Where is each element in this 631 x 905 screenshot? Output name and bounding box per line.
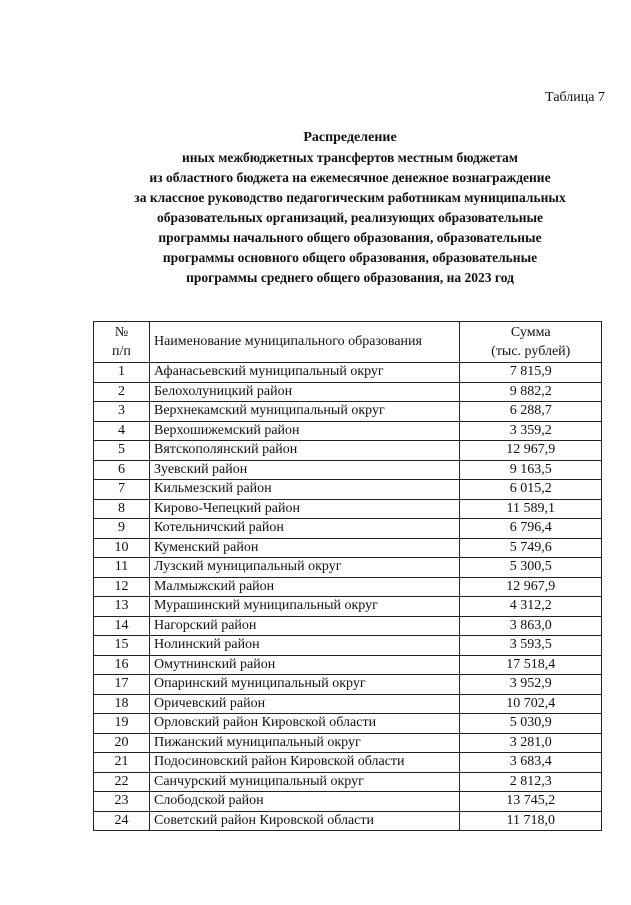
municipality-name: Кирово-Чепецкий район: [149, 499, 460, 519]
amount: 5 749,6: [460, 538, 602, 558]
table-row: [94, 675, 602, 695]
municipality-name: Лузский муниципальный округ: [149, 558, 460, 578]
table-row: [94, 772, 602, 792]
amount: 3 281,0: [460, 733, 602, 753]
amount: 12 967,9: [460, 441, 602, 461]
amount: 11 718,0: [460, 811, 602, 831]
row-number: 13: [94, 597, 150, 617]
municipality-name: Вятскополянский район: [149, 441, 460, 461]
header-sum-unit: (тыс. рублей): [491, 344, 571, 359]
table-row: [94, 811, 602, 831]
row-number: 10: [94, 538, 150, 558]
row-number: 5: [94, 441, 150, 461]
table-header-row: [94, 322, 602, 363]
document-heading: [40, 128, 631, 288]
row-number: 19: [94, 714, 150, 734]
header-number-abbrev: п/п: [112, 344, 131, 359]
amount: 9 163,5: [460, 460, 602, 480]
amount: 10 702,4: [460, 694, 602, 714]
row-number: 24: [94, 811, 150, 831]
municipality-name: Кильмезский район: [149, 480, 460, 500]
table-row: [94, 792, 602, 812]
amount: 13 745,2: [460, 792, 602, 812]
row-number: 17: [94, 675, 150, 695]
municipality-name: Мурашинский муниципальный округ: [149, 597, 460, 617]
header-sum-title: Сумма: [510, 325, 551, 340]
municipality-name: Нагорский район: [149, 616, 460, 636]
row-number: 8: [94, 499, 150, 519]
header-number: [94, 322, 150, 363]
table-row: [94, 733, 602, 753]
municipality-name: Куменский район: [149, 538, 460, 558]
table-row: [94, 441, 602, 461]
heading-line: образовательных организаций, реализующих образовательные: [156, 210, 544, 225]
table-row: [94, 577, 602, 597]
table-row: [94, 519, 602, 539]
amount: 12 967,9: [460, 577, 602, 597]
row-number: 22: [94, 772, 150, 792]
municipality-name: Санчурский муниципальный округ: [149, 772, 460, 792]
table-row: [94, 363, 602, 383]
municipality-name: Верхнекамский муниципальный округ: [149, 402, 460, 422]
table-row: [94, 714, 602, 734]
heading-line: программы среднего общего образования, на 2023 год: [186, 270, 514, 285]
table-row: [94, 558, 602, 578]
table-row: [94, 597, 602, 617]
header-number-sign: №: [114, 325, 129, 340]
row-number: 16: [94, 655, 150, 675]
table-row: [94, 382, 602, 402]
amount: 5 300,5: [460, 558, 602, 578]
amount: 3 952,9: [460, 675, 602, 695]
amount: 3 863,0: [460, 616, 602, 636]
municipality-name: Нолинский район: [149, 636, 460, 656]
row-number: 4: [94, 421, 150, 441]
table-body: [94, 363, 602, 831]
row-number: 2: [94, 382, 150, 402]
amount: 11 589,1: [460, 499, 602, 519]
table-row: [94, 616, 602, 636]
table-row: [94, 480, 602, 500]
table-number-label: Таблица 7: [545, 90, 605, 105]
municipality-name: Советский район Кировской области: [149, 811, 460, 831]
amount: 17 518,4: [460, 655, 602, 675]
table-row: [94, 421, 602, 441]
municipality-name: Афанасьевский муниципальный округ: [149, 363, 460, 383]
municipality-name: Белохолуницкий район: [149, 382, 460, 402]
row-number: 3: [94, 402, 150, 422]
table-row: [94, 753, 602, 773]
amount: 6 015,2: [460, 480, 602, 500]
row-number: 18: [94, 694, 150, 714]
heading-line: за классное руководство педагогическим работникам муниципальных: [134, 190, 566, 205]
heading-title: Распределение: [303, 130, 397, 145]
table-row: [94, 499, 602, 519]
row-number: 1: [94, 363, 150, 383]
municipality-name: Верхошижемский район: [149, 421, 460, 441]
row-number: 14: [94, 616, 150, 636]
heading-line: программы основного общего образования, образовательные: [162, 250, 538, 265]
table-row: [94, 460, 602, 480]
municipality-name: Малмыжский район: [149, 577, 460, 597]
municipality-name: Слободской район: [149, 792, 460, 812]
municipality-name: Котельничский район: [149, 519, 460, 539]
table-row: [94, 655, 602, 675]
heading-line: программы начального общего образования, образовательные: [158, 230, 542, 245]
municipality-name: Оричевский район: [149, 694, 460, 714]
heading-line: иных межбюджетных трансфертов местным бюджетам: [182, 150, 518, 165]
municipality-name: Опаринский муниципальный округ: [149, 675, 460, 695]
row-number: 15: [94, 636, 150, 656]
amount: 9 882,2: [460, 382, 602, 402]
municipality-name: Подосиновский район Кировской области: [149, 753, 460, 773]
table-row: [94, 538, 602, 558]
row-number: 6: [94, 460, 150, 480]
table-row: [94, 636, 602, 656]
amount: 6 288,7: [460, 402, 602, 422]
amount: 6 796,4: [460, 519, 602, 539]
header-sum: [460, 322, 602, 363]
amount: 2 812,3: [460, 772, 602, 792]
row-number: 12: [94, 577, 150, 597]
municipality-name: Орловский район Кировской области: [149, 714, 460, 734]
heading-line: из областного бюджета на ежемесячное денежное вознаграждение: [149, 170, 551, 185]
row-number: 20: [94, 733, 150, 753]
amount: 3 593,5: [460, 636, 602, 656]
amount: 7 815,9: [460, 363, 602, 383]
amount: 4 312,2: [460, 597, 602, 617]
amount: 3 359,2: [460, 421, 602, 441]
municipality-name: Зуевский район: [149, 460, 460, 480]
header-name: Наименование муниципального образования: [149, 322, 460, 363]
amount: 5 030,9: [460, 714, 602, 734]
row-number: 7: [94, 480, 150, 500]
row-number: 23: [94, 792, 150, 812]
row-number: 9: [94, 519, 150, 539]
municipality-name: Омутнинский район: [149, 655, 460, 675]
table-row: [94, 402, 602, 422]
row-number: 11: [94, 558, 150, 578]
table-row: [94, 694, 602, 714]
municipality-name: Пижанский муниципальный округ: [149, 733, 460, 753]
amount: 3 683,4: [460, 753, 602, 773]
distribution-table: [93, 321, 602, 831]
row-number: 21: [94, 753, 150, 773]
